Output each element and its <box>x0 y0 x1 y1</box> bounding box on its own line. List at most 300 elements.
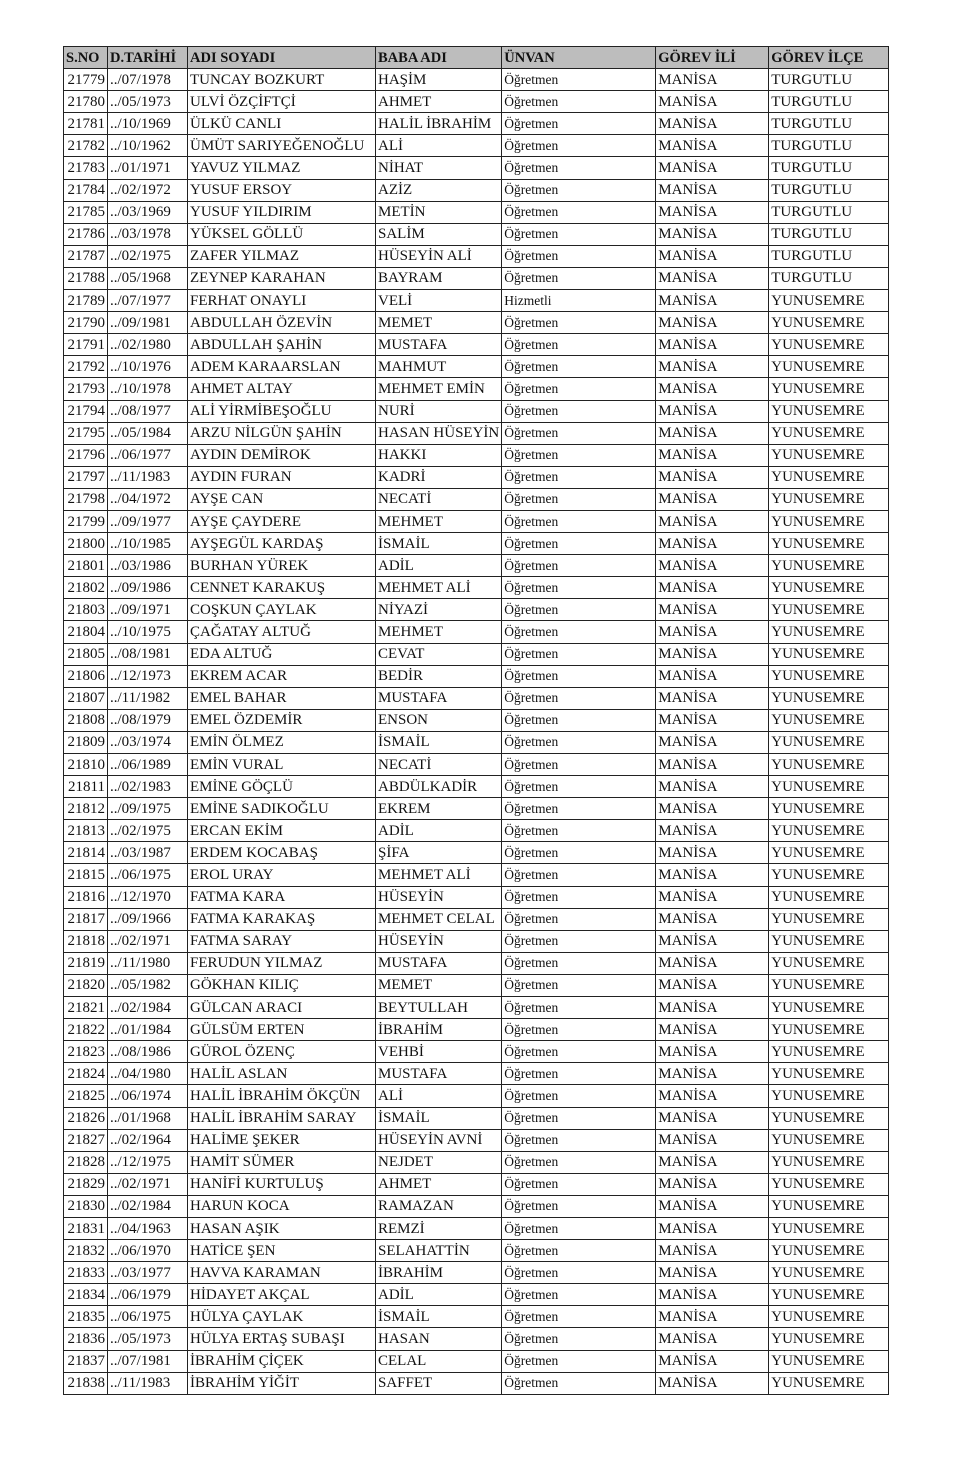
cell-title: Öğretmen <box>502 157 656 179</box>
cell-sno: 21811 <box>64 776 108 798</box>
cell-full-name: EROL URAY <box>188 864 376 886</box>
cell-district: YUNUSEMRE <box>769 422 889 444</box>
cell-full-name: FERHAT ONAYLI <box>188 290 376 312</box>
cell-district: YUNUSEMRE <box>769 1063 889 1085</box>
cell-district: YUNUSEMRE <box>769 334 889 356</box>
table-row <box>64 69 889 91</box>
table-row <box>64 754 889 776</box>
cell-full-name: AYŞEGÜL KARDAŞ <box>188 533 376 555</box>
cell-full-name: YAVUZ YILMAZ <box>188 157 376 179</box>
cell-province: MANİSA <box>656 1240 769 1262</box>
cell-father-name: MEHMET <box>376 621 502 643</box>
cell-full-name: GÜLCAN ARACI <box>188 997 376 1019</box>
cell-province: MANİSA <box>656 754 769 776</box>
cell-district: YUNUSEMRE <box>769 709 889 731</box>
cell-title: Öğretmen <box>502 466 656 488</box>
cell-district: YUNUSEMRE <box>769 687 889 709</box>
cell-birth-date: ../06/1979 <box>108 1284 188 1306</box>
cell-father-name: İSMAİL <box>376 1107 502 1129</box>
table-row <box>64 621 889 643</box>
cell-sno: 21802 <box>64 577 108 599</box>
cell-district: YUNUSEMRE <box>769 1107 889 1129</box>
cell-sno: 21788 <box>64 267 108 289</box>
table-row <box>64 1085 889 1107</box>
cell-father-name: HÜSEYİN AVNİ <box>376 1129 502 1151</box>
cell-sno: 21795 <box>64 422 108 444</box>
cell-title: Öğretmen <box>502 91 656 113</box>
cell-father-name: MUSTAFA <box>376 334 502 356</box>
cell-province: MANİSA <box>656 1063 769 1085</box>
cell-father-name: HAŞİM <box>376 69 502 91</box>
cell-father-name: MEHMET EMİN <box>376 378 502 400</box>
cell-father-name: ENSON <box>376 709 502 731</box>
cell-district: YUNUSEMRE <box>769 952 889 974</box>
cell-father-name: MUSTAFA <box>376 1063 502 1085</box>
cell-sno: 21787 <box>64 245 108 267</box>
cell-father-name: HÜSEYİN <box>376 886 502 908</box>
cell-birth-date: ../08/1977 <box>108 400 188 422</box>
cell-full-name: EMİNE GÖÇLÜ <box>188 776 376 798</box>
cell-province: MANİSA <box>656 113 769 135</box>
cell-father-name: MEMET <box>376 974 502 996</box>
cell-father-name: AHMET <box>376 91 502 113</box>
table-row <box>64 267 889 289</box>
cell-sno: 21837 <box>64 1350 108 1372</box>
cell-birth-date: ../03/1987 <box>108 842 188 864</box>
cell-district: YUNUSEMRE <box>769 842 889 864</box>
cell-birth-date: ../03/1969 <box>108 201 188 223</box>
cell-birth-date: ../08/1981 <box>108 643 188 665</box>
cell-birth-date: ../03/1977 <box>108 1262 188 1284</box>
table-row <box>64 179 889 201</box>
cell-title: Öğretmen <box>502 1107 656 1129</box>
cell-full-name: FATMA SARAY <box>188 930 376 952</box>
cell-father-name: HASAN <box>376 1328 502 1350</box>
cell-district: YUNUSEMRE <box>769 930 889 952</box>
cell-father-name: ADİL <box>376 820 502 842</box>
table-row <box>64 1041 889 1063</box>
cell-birth-date: ../02/1964 <box>108 1129 188 1151</box>
cell-birth-date: ../03/1986 <box>108 555 188 577</box>
cell-title: Öğretmen <box>502 1195 656 1217</box>
cell-father-name: MEHMET ALİ <box>376 577 502 599</box>
cell-province: MANİSA <box>656 91 769 113</box>
cell-district: YUNUSEMRE <box>769 864 889 886</box>
cell-full-name: HÜLYA ÇAYLAK <box>188 1306 376 1328</box>
cell-father-name: ABDÜLKADİR <box>376 776 502 798</box>
cell-full-name: ZEYNEP KARAHAN <box>188 267 376 289</box>
cell-title: Öğretmen <box>502 599 656 621</box>
cell-province: MANİSA <box>656 1085 769 1107</box>
cell-father-name: METİN <box>376 201 502 223</box>
table-row <box>64 555 889 577</box>
cell-title: Öğretmen <box>502 776 656 798</box>
cell-father-name: NİYAZİ <box>376 599 502 621</box>
cell-district: TURGUTLU <box>769 113 889 135</box>
cell-district: YUNUSEMRE <box>769 1306 889 1328</box>
table-row <box>64 1019 889 1041</box>
table-row <box>64 510 889 532</box>
cell-province: MANİSA <box>656 400 769 422</box>
cell-district: TURGUTLU <box>769 201 889 223</box>
cell-father-name: VELİ <box>376 290 502 312</box>
cell-district: YUNUSEMRE <box>769 1240 889 1262</box>
cell-birth-date: ../02/1975 <box>108 245 188 267</box>
cell-birth-date: ../11/1983 <box>108 1372 188 1394</box>
cell-sno: 21822 <box>64 1019 108 1041</box>
cell-father-name: İBRAHİM <box>376 1262 502 1284</box>
cell-province: MANİSA <box>656 1107 769 1129</box>
cell-father-name: REMZİ <box>376 1217 502 1239</box>
cell-birth-date: ../10/1975 <box>108 621 188 643</box>
cell-sno: 21780 <box>64 91 108 113</box>
cell-full-name: EMİN VURAL <box>188 754 376 776</box>
cell-birth-date: ../05/1968 <box>108 267 188 289</box>
table-row <box>64 113 889 135</box>
cell-province: MANİSA <box>656 952 769 974</box>
cell-birth-date: ../09/1966 <box>108 908 188 930</box>
table-body <box>64 69 889 1395</box>
cell-full-name: ÜLKÜ CANLI <box>188 113 376 135</box>
cell-birth-date: ../11/1983 <box>108 466 188 488</box>
cell-full-name: ZAFER YILMAZ <box>188 245 376 267</box>
cell-title: Öğretmen <box>502 864 656 886</box>
cell-full-name: EMEL BAHAR <box>188 687 376 709</box>
cell-father-name: ADİL <box>376 1284 502 1306</box>
cell-birth-date: ../04/1972 <box>108 488 188 510</box>
cell-province: MANİSA <box>656 577 769 599</box>
cell-district: YUNUSEMRE <box>769 974 889 996</box>
cell-sno: 21791 <box>64 334 108 356</box>
cell-father-name: EKREM <box>376 798 502 820</box>
cell-province: MANİSA <box>656 842 769 864</box>
cell-full-name: ÜMÜT SARIYEĞENOĞLU <box>188 135 376 157</box>
cell-birth-date: ../09/1977 <box>108 510 188 532</box>
cell-title: Öğretmen <box>502 974 656 996</box>
cell-sno: 21812 <box>64 798 108 820</box>
cell-province: MANİSA <box>656 1372 769 1394</box>
cell-district: YUNUSEMRE <box>769 665 889 687</box>
cell-sno: 21810 <box>64 754 108 776</box>
cell-district: YUNUSEMRE <box>769 466 889 488</box>
cell-title: Öğretmen <box>502 997 656 1019</box>
cell-full-name: AYŞE CAN <box>188 488 376 510</box>
cell-father-name: ALİ <box>376 135 502 157</box>
cell-province: MANİSA <box>656 1350 769 1372</box>
cell-sno: 21808 <box>64 709 108 731</box>
table-row <box>64 91 889 113</box>
cell-title: Öğretmen <box>502 510 656 532</box>
cell-father-name: NEJDET <box>376 1151 502 1173</box>
table-row <box>64 1063 889 1085</box>
cell-sno: 21815 <box>64 864 108 886</box>
cell-title: Öğretmen <box>502 1151 656 1173</box>
cell-full-name: EMİN ÖLMEZ <box>188 731 376 753</box>
cell-province: MANİSA <box>656 997 769 1019</box>
cell-sno: 21799 <box>64 510 108 532</box>
table-row <box>64 444 889 466</box>
cell-full-name: EDA ALTUĞ <box>188 643 376 665</box>
cell-birth-date: ../06/1970 <box>108 1240 188 1262</box>
cell-province: MANİSA <box>656 179 769 201</box>
cell-district: YUNUSEMRE <box>769 1085 889 1107</box>
cell-sno: 21829 <box>64 1173 108 1195</box>
cell-full-name: EKREM ACAR <box>188 665 376 687</box>
cell-province: MANİSA <box>656 1173 769 1195</box>
cell-title: Öğretmen <box>502 245 656 267</box>
cell-title: Öğretmen <box>502 555 656 577</box>
cell-title: Öğretmen <box>502 444 656 466</box>
cell-full-name: ABDULLAH ÖZEVİN <box>188 312 376 334</box>
cell-province: MANİSA <box>656 1328 769 1350</box>
cell-province: MANİSA <box>656 422 769 444</box>
cell-birth-date: ../07/1981 <box>108 1350 188 1372</box>
cell-father-name: BEYTULLAH <box>376 997 502 1019</box>
cell-title: Öğretmen <box>502 908 656 930</box>
cell-father-name: HASAN HÜSEYİN <box>376 422 502 444</box>
cell-district: TURGUTLU <box>769 69 889 91</box>
cell-father-name: HÜSEYİN <box>376 930 502 952</box>
table-row <box>64 157 889 179</box>
cell-full-name: İBRAHİM ÇİÇEK <box>188 1350 376 1372</box>
cell-district: TURGUTLU <box>769 223 889 245</box>
cell-full-name: AYDIN DEMİROK <box>188 444 376 466</box>
table-row <box>64 776 889 798</box>
cell-sno: 21835 <box>64 1306 108 1328</box>
cell-title: Öğretmen <box>502 820 656 842</box>
table-row <box>64 1107 889 1129</box>
cell-father-name: KADRİ <box>376 466 502 488</box>
cell-sno: 21783 <box>64 157 108 179</box>
cell-full-name: İBRAHİM YİĞİT <box>188 1372 376 1394</box>
cell-full-name: FATMA KARAKAŞ <box>188 908 376 930</box>
table-row <box>64 1195 889 1217</box>
cell-father-name: MUSTAFA <box>376 687 502 709</box>
table-row <box>64 422 889 444</box>
cell-birth-date: ../01/1984 <box>108 1019 188 1041</box>
cell-full-name: BURHAN YÜREK <box>188 555 376 577</box>
cell-title: Öğretmen <box>502 1041 656 1063</box>
cell-district: YUNUSEMRE <box>769 599 889 621</box>
cell-sno: 21830 <box>64 1195 108 1217</box>
cell-title: Öğretmen <box>502 1019 656 1041</box>
cell-district: YUNUSEMRE <box>769 1350 889 1372</box>
cell-sno: 21782 <box>64 135 108 157</box>
cell-title: Öğretmen <box>502 1262 656 1284</box>
cell-father-name: VEHBİ <box>376 1041 502 1063</box>
cell-father-name: MEHMET ALİ <box>376 864 502 886</box>
cell-title: Öğretmen <box>502 1085 656 1107</box>
cell-sno: 21828 <box>64 1151 108 1173</box>
cell-birth-date: ../04/1980 <box>108 1063 188 1085</box>
cell-province: MANİSA <box>656 1041 769 1063</box>
cell-title: Öğretmen <box>502 952 656 974</box>
cell-sno: 21816 <box>64 886 108 908</box>
cell-sno: 21794 <box>64 400 108 422</box>
cell-province: MANİSA <box>656 312 769 334</box>
cell-birth-date: ../06/1989 <box>108 754 188 776</box>
cell-province: MANİSA <box>656 1129 769 1151</box>
cell-title: Öğretmen <box>502 267 656 289</box>
cell-full-name: ÇAĞATAY ALTUĞ <box>188 621 376 643</box>
cell-full-name: AYDIN FURAN <box>188 466 376 488</box>
cell-sno: 21807 <box>64 687 108 709</box>
cell-province: MANİSA <box>656 201 769 223</box>
cell-full-name: HAVVA KARAMAN <box>188 1262 376 1284</box>
cell-district: YUNUSEMRE <box>769 1041 889 1063</box>
cell-district: YUNUSEMRE <box>769 1262 889 1284</box>
cell-province: MANİSA <box>656 356 769 378</box>
cell-district: YUNUSEMRE <box>769 1372 889 1394</box>
table-row <box>64 864 889 886</box>
cell-district: YUNUSEMRE <box>769 820 889 842</box>
cell-birth-date: ../09/1975 <box>108 798 188 820</box>
cell-birth-date: ../12/1975 <box>108 1151 188 1173</box>
cell-full-name: YÜKSEL GÖLLÜ <box>188 223 376 245</box>
cell-title: Öğretmen <box>502 422 656 444</box>
table-row <box>64 466 889 488</box>
cell-title: Öğretmen <box>502 356 656 378</box>
cell-birth-date: ../03/1978 <box>108 223 188 245</box>
cell-province: MANİSA <box>656 1262 769 1284</box>
cell-sno: 21789 <box>64 290 108 312</box>
cell-full-name: FATMA KARA <box>188 886 376 908</box>
cell-title: Öğretmen <box>502 1217 656 1239</box>
cell-birth-date: ../02/1975 <box>108 820 188 842</box>
cell-birth-date: ../05/1984 <box>108 422 188 444</box>
table-row <box>64 290 889 312</box>
cell-full-name: HİDAYET AKÇAL <box>188 1284 376 1306</box>
cell-father-name: ŞİFA <box>376 842 502 864</box>
cell-full-name: HALİL ASLAN <box>188 1063 376 1085</box>
cell-sno: 21779 <box>64 69 108 91</box>
cell-sno: 21825 <box>64 1085 108 1107</box>
table-row <box>64 334 889 356</box>
cell-district: YUNUSEMRE <box>769 488 889 510</box>
cell-father-name: MAHMUT <box>376 356 502 378</box>
personnel-table <box>63 46 889 1395</box>
cell-birth-date: ../03/1974 <box>108 731 188 753</box>
cell-title: Öğretmen <box>502 378 656 400</box>
cell-father-name: İBRAHİM <box>376 1019 502 1041</box>
cell-father-name: MEHMET <box>376 510 502 532</box>
table-row <box>64 908 889 930</box>
cell-birth-date: ../06/1975 <box>108 864 188 886</box>
cell-full-name: HANİFİ KURTULUŞ <box>188 1173 376 1195</box>
cell-sno: 21797 <box>64 466 108 488</box>
cell-father-name: HALİL İBRAHİM <box>376 113 502 135</box>
cell-sno: 21786 <box>64 223 108 245</box>
cell-sno: 21818 <box>64 930 108 952</box>
cell-province: MANİSA <box>656 709 769 731</box>
cell-birth-date: ../01/1968 <box>108 1107 188 1129</box>
cell-district: TURGUTLU <box>769 91 889 113</box>
table-row <box>64 378 889 400</box>
cell-sno: 21798 <box>64 488 108 510</box>
table-row <box>64 952 889 974</box>
cell-district: YUNUSEMRE <box>769 290 889 312</box>
table-row <box>64 533 889 555</box>
cell-sno: 21819 <box>64 952 108 974</box>
cell-title: Öğretmen <box>502 1063 656 1085</box>
cell-birth-date: ../06/1974 <box>108 1085 188 1107</box>
cell-province: MANİSA <box>656 1284 769 1306</box>
cell-sno: 21804 <box>64 621 108 643</box>
cell-province: MANİSA <box>656 157 769 179</box>
cell-father-name: NİHAT <box>376 157 502 179</box>
cell-district: TURGUTLU <box>769 135 889 157</box>
cell-birth-date: ../02/1984 <box>108 997 188 1019</box>
header-birth-date: D.TARİHİ <box>108 47 188 69</box>
cell-sno: 21781 <box>64 113 108 135</box>
table-row <box>64 997 889 1019</box>
cell-title: Hizmetli <box>502 290 656 312</box>
cell-sno: 21801 <box>64 555 108 577</box>
cell-district: YUNUSEMRE <box>769 754 889 776</box>
cell-province: MANİSA <box>656 1019 769 1041</box>
cell-title: Öğretmen <box>502 643 656 665</box>
cell-district: YUNUSEMRE <box>769 577 889 599</box>
table-row <box>64 1284 889 1306</box>
cell-full-name: YUSUF YILDIRIM <box>188 201 376 223</box>
cell-province: MANİSA <box>656 444 769 466</box>
cell-district: YUNUSEMRE <box>769 1129 889 1151</box>
cell-birth-date: ../09/1981 <box>108 312 188 334</box>
cell-birth-date: ../04/1963 <box>108 1217 188 1239</box>
cell-sno: 21821 <box>64 997 108 1019</box>
header-province: GÖREV İLİ <box>656 47 769 69</box>
cell-title: Öğretmen <box>502 709 656 731</box>
cell-province: MANİSA <box>656 930 769 952</box>
cell-birth-date: ../10/1962 <box>108 135 188 157</box>
cell-title: Öğretmen <box>502 1306 656 1328</box>
cell-birth-date: ../12/1973 <box>108 665 188 687</box>
cell-province: MANİSA <box>656 621 769 643</box>
cell-full-name: HARUN KOCA <box>188 1195 376 1217</box>
cell-province: MANİSA <box>656 908 769 930</box>
cell-title: Öğretmen <box>502 400 656 422</box>
cell-district: YUNUSEMRE <box>769 1328 889 1350</box>
cell-full-name: ADEM KARAARSLAN <box>188 356 376 378</box>
header-title: ÜNVAN <box>502 47 656 69</box>
cell-title: Öğretmen <box>502 135 656 157</box>
cell-full-name: YUSUF ERSOY <box>188 179 376 201</box>
cell-province: MANİSA <box>656 245 769 267</box>
cell-full-name: ERDEM KOCABAŞ <box>188 842 376 864</box>
cell-title: Öğretmen <box>502 1372 656 1394</box>
cell-father-name: MEHMET CELAL <box>376 908 502 930</box>
cell-province: MANİSA <box>656 290 769 312</box>
cell-full-name: GÖKHAN KILIÇ <box>188 974 376 996</box>
table-row <box>64 312 889 334</box>
cell-father-name: NECATİ <box>376 488 502 510</box>
cell-province: MANİSA <box>656 776 769 798</box>
cell-sno: 21785 <box>64 201 108 223</box>
cell-province: MANİSA <box>656 974 769 996</box>
cell-full-name: ABDULLAH ŞAHİN <box>188 334 376 356</box>
cell-birth-date: ../07/1978 <box>108 69 188 91</box>
cell-district: YUNUSEMRE <box>769 555 889 577</box>
cell-district: TURGUTLU <box>769 267 889 289</box>
cell-full-name: CENNET KARAKUŞ <box>188 577 376 599</box>
cell-title: Öğretmen <box>502 1328 656 1350</box>
cell-sno: 21838 <box>64 1372 108 1394</box>
table-row <box>64 1151 889 1173</box>
cell-district: YUNUSEMRE <box>769 1284 889 1306</box>
table-row <box>64 709 889 731</box>
table-row <box>64 930 889 952</box>
cell-full-name: TUNCAY BOZKURT <box>188 69 376 91</box>
